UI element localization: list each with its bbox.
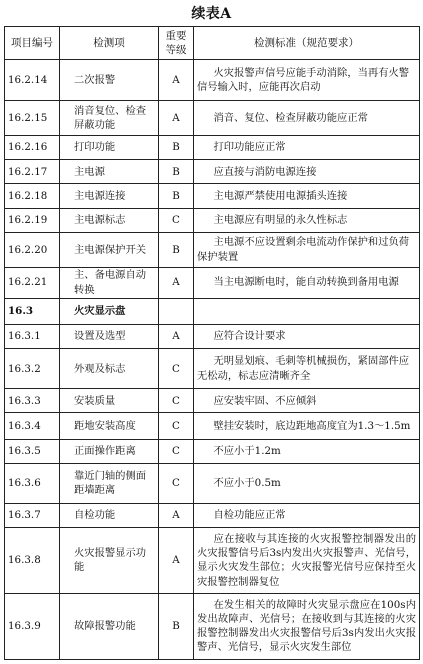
importance-level-cell: A	[159, 101, 194, 136]
item-no-cell: 16.2.15	[5, 101, 60, 136]
header-inspection-item: 检测项	[60, 27, 159, 60]
standard-cell: 打印功能应正常	[194, 135, 420, 159]
item-no-cell: 16.3.7	[5, 503, 60, 527]
table-row	[5, 389, 420, 413]
item-no-cell: 16.3	[5, 298, 60, 324]
standard-cell	[194, 298, 420, 324]
item-no-cell: 16.3.3	[5, 389, 60, 413]
importance-level-cell: C	[159, 389, 194, 413]
importance-level-cell: A	[159, 60, 194, 101]
importance-level-cell: A	[159, 324, 194, 348]
importance-level-cell: B	[159, 593, 194, 659]
standard-cell: 应安装牢固、不应倾斜	[194, 389, 420, 413]
item-no-cell: 16.2.14	[5, 60, 60, 101]
table-row	[5, 349, 420, 389]
table-row	[5, 184, 420, 208]
inspection-item-cell: 消音复位、检查屏蔽功能	[60, 101, 159, 136]
item-no-cell: 16.2.18	[5, 184, 60, 208]
item-no-cell: 16.2.17	[5, 160, 60, 184]
item-no-cell: 16.2.20	[5, 232, 60, 267]
standard-cell: 自检功能应正常	[194, 503, 420, 527]
inspection-item-cell: 安装质量	[60, 389, 159, 413]
item-no-cell: 16.3.2	[5, 349, 60, 389]
standard-cell: 在发生相关的故障时火灾显示盘应在100s内发出故障声、光信号；在接收到与其连接的火灾报警控制器发出火灾报警信号后3s内发出火灾报警声、光信号，显示火灾发生部位	[194, 593, 420, 659]
table-row	[5, 60, 420, 101]
standard-cell: 火灾报警声信号应能手动消除，当再有火警信号输入时，应能再次启动	[194, 60, 420, 101]
importance-level-cell: C	[159, 413, 194, 439]
importance-level-cell: C	[159, 208, 194, 232]
importance-level-cell: A	[159, 528, 194, 593]
item-no-cell: 16.3.4	[5, 413, 60, 439]
importance-level-cell: A	[159, 503, 194, 527]
table-header-row	[5, 27, 420, 60]
standard-cell: 消音、复位、检查屏蔽功能应正常	[194, 101, 420, 136]
importance-level-cell: B	[159, 135, 194, 159]
inspection-item-cell: 主电源标志	[60, 208, 159, 232]
importance-level-cell	[159, 298, 194, 324]
standard-cell: 不应小于1.2m	[194, 439, 420, 463]
inspection-table	[4, 26, 420, 660]
inspection-item-cell: 设置及选型	[60, 324, 159, 348]
inspection-item-cell: 打印功能	[60, 135, 159, 159]
inspection-item-cell: 主电源	[60, 160, 159, 184]
importance-level-cell: B	[159, 232, 194, 267]
table-row	[5, 528, 420, 593]
standard-cell: 主电源应有明显的永久性标志	[194, 208, 420, 232]
table-row	[5, 232, 420, 267]
item-no-cell: 16.2.16	[5, 135, 60, 159]
inspection-item-cell: 正面操作距离	[60, 439, 159, 463]
inspection-item-cell: 主电源连接	[60, 184, 159, 208]
inspection-item-cell: 外观及标志	[60, 349, 159, 389]
item-no-cell: 16.3.5	[5, 439, 60, 463]
inspection-item-cell: 主电源保护开关	[60, 232, 159, 267]
inspection-item-cell: 靠近门轴的侧面距墙距离	[60, 463, 159, 503]
header-standard: 检测标准（规范要求）	[194, 27, 420, 60]
standard-cell: 当主电源断电时，能自动转换到备用电源	[194, 267, 420, 298]
importance-level-cell: C	[159, 463, 194, 503]
importance-level-cell: A	[159, 267, 194, 298]
header-importance-level: 重要等级	[159, 27, 194, 60]
standard-cell: 壁挂安装时，底边距地高度宜为1.3～1.5m	[194, 413, 420, 439]
inspection-item-cell: 主、备电源自动转换	[60, 267, 159, 298]
inspection-item-cell: 火灾显示盘	[60, 298, 159, 324]
standard-cell: 主电源严禁使用电源插头连接	[194, 184, 420, 208]
table-row	[5, 324, 420, 348]
table-row	[5, 463, 420, 503]
item-no-cell: 16.3.8	[5, 528, 60, 593]
table-row	[5, 135, 420, 159]
table-row	[5, 593, 420, 659]
standard-cell: 无明显划痕、毛刺等机械损伤，紧固部件应无松动，标志应清晰齐全	[194, 349, 420, 389]
standard-cell: 主电源不应设置剩余电流动作保护和过负荷保护装置	[194, 232, 420, 267]
importance-level-cell: C	[159, 349, 194, 389]
importance-level-cell: B	[159, 184, 194, 208]
standard-cell: 应直接与消防电源连接	[194, 160, 420, 184]
importance-level-cell: C	[159, 439, 194, 463]
table-body	[5, 60, 420, 660]
item-no-cell: 16.3.6	[5, 463, 60, 503]
item-no-cell: 16.2.19	[5, 208, 60, 232]
table-row	[5, 160, 420, 184]
table-row	[5, 208, 420, 232]
item-no-cell: 16.2.21	[5, 267, 60, 298]
item-no-cell: 16.3.9	[5, 593, 60, 659]
table-row	[5, 267, 420, 298]
standard-cell: 不应小于0.5m	[194, 463, 420, 503]
table-row	[5, 101, 420, 136]
section-row	[5, 298, 420, 324]
item-no-cell: 16.3.1	[5, 324, 60, 348]
table-row	[5, 503, 420, 527]
inspection-item-cell: 自检功能	[60, 503, 159, 527]
table-row	[5, 439, 420, 463]
importance-level-cell: B	[159, 160, 194, 184]
header-item-no: 项目编号	[5, 27, 60, 60]
table-row	[5, 413, 420, 439]
standard-cell: 应在接收与其连接的火灾报警控制器发出的火灾报警信号后3s内发出火灾报警声、光信号，显示火灾发生部位；火灾报警光信号应保持至火灾报警控制器复位	[194, 528, 420, 593]
table-caption: 续表A	[191, 6, 232, 22]
inspection-item-cell: 距地安装高度	[60, 413, 159, 439]
inspection-item-cell: 二次报警	[60, 60, 159, 101]
inspection-item-cell: 故障报警功能	[60, 593, 159, 659]
standard-cell: 应符合设计要求	[194, 324, 420, 348]
inspection-item-cell: 火灾报警显示功能	[60, 528, 159, 593]
